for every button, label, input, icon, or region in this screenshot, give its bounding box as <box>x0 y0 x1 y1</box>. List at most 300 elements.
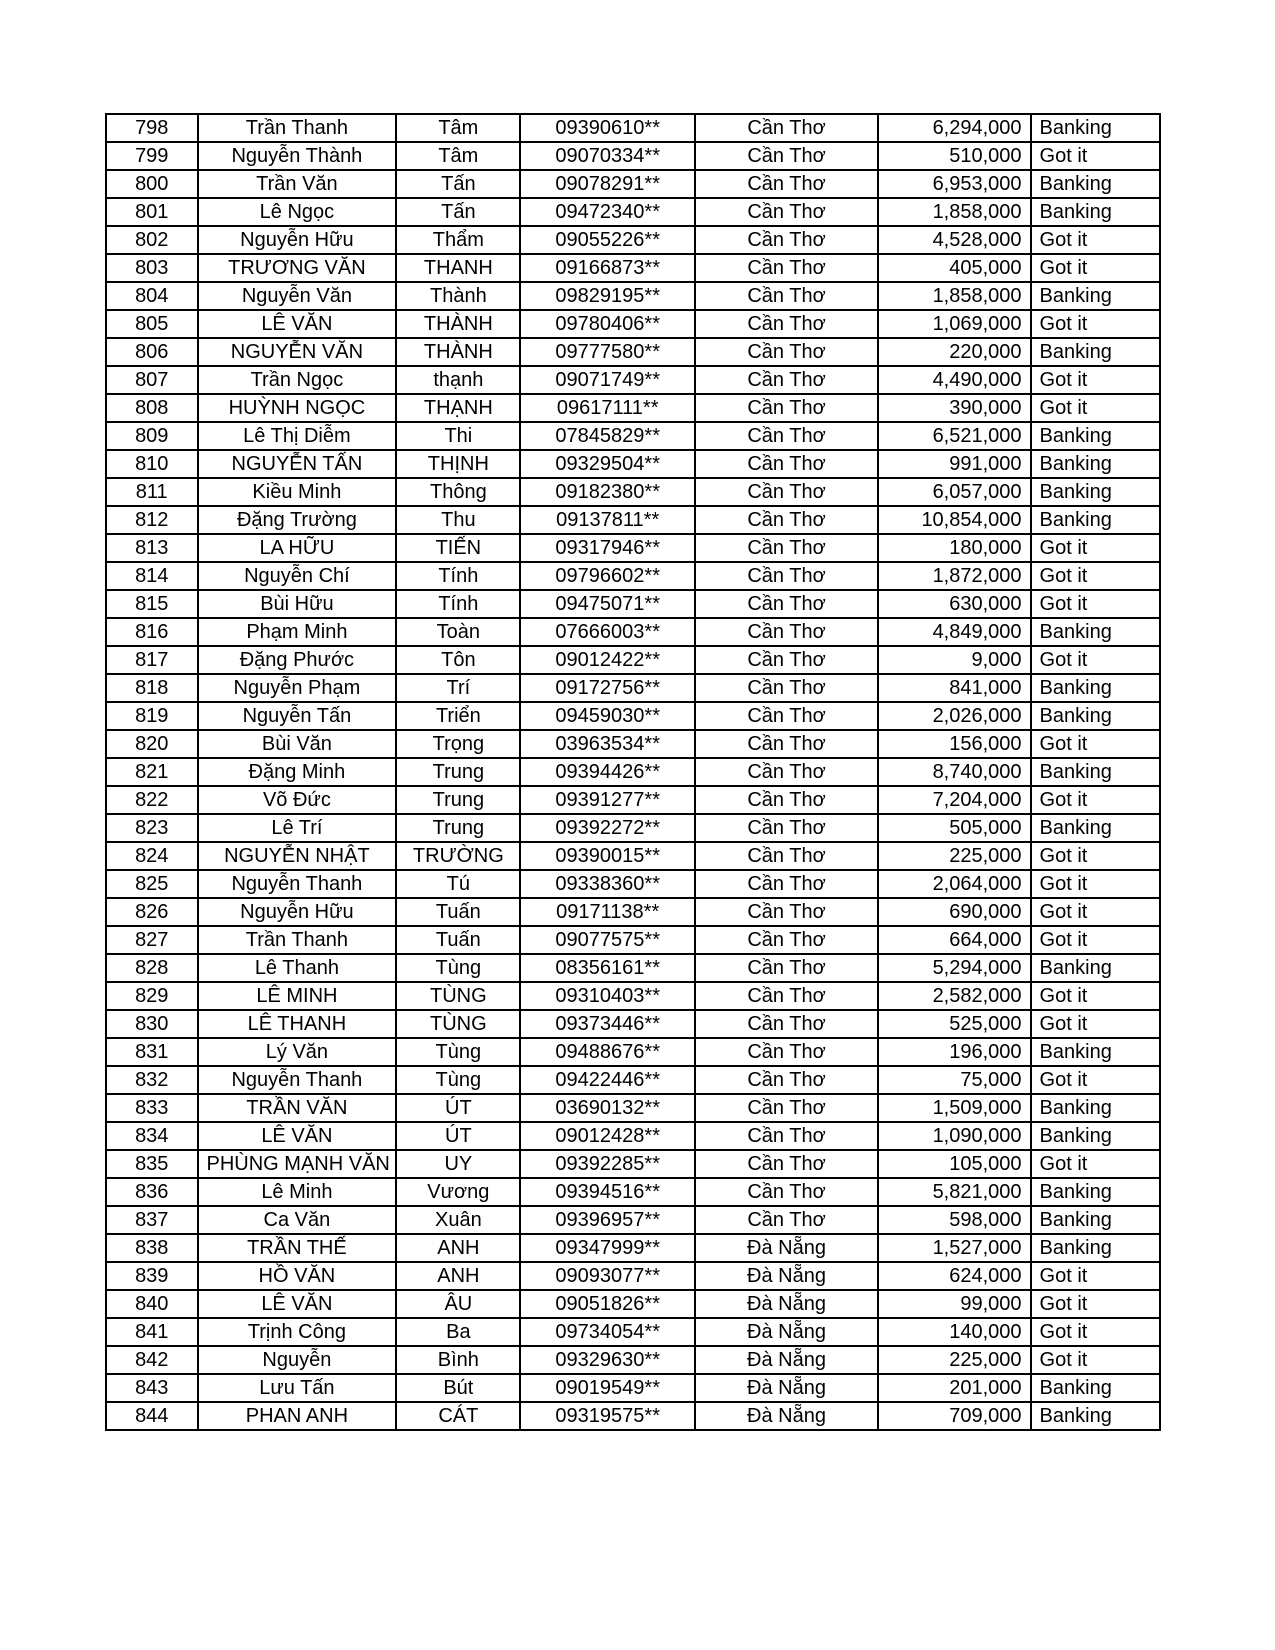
city-cell: Cần Thơ <box>695 422 878 450</box>
phone-cell: 09172756** <box>520 674 695 702</box>
phone-cell: 09392285** <box>520 1150 695 1178</box>
phone-cell: 09459030** <box>520 702 695 730</box>
amount-cell: 2,026,000 <box>878 702 1031 730</box>
table-body <box>106 114 1160 1430</box>
row-number-cell: 816 <box>106 618 198 646</box>
table-row <box>106 1038 1160 1066</box>
first-name-cell: Trung <box>396 786 520 814</box>
last-name-cell: Phạm Minh <box>198 618 397 646</box>
table-row <box>106 618 1160 646</box>
phone-cell: 09617111** <box>520 394 695 422</box>
amount-cell: 841,000 <box>878 674 1031 702</box>
last-name-cell: PHÙNG MẠNH VĂN <box>198 1150 397 1178</box>
amount-cell: 75,000 <box>878 1066 1031 1094</box>
table-row <box>106 254 1160 282</box>
first-name-cell: THANH <box>396 254 520 282</box>
amount-cell: 1,858,000 <box>878 282 1031 310</box>
phone-cell: 09829195** <box>520 282 695 310</box>
method-cell: Got it <box>1031 842 1160 870</box>
table-row <box>106 534 1160 562</box>
method-cell: Got it <box>1031 254 1160 282</box>
row-number-cell: 828 <box>106 954 198 982</box>
method-cell: Banking <box>1031 954 1160 982</box>
city-cell: Cần Thơ <box>695 842 878 870</box>
table-row <box>106 646 1160 674</box>
phone-cell: 09780406** <box>520 310 695 338</box>
first-name-cell: ÚT <box>396 1122 520 1150</box>
method-cell: Banking <box>1031 198 1160 226</box>
row-number-cell: 844 <box>106 1402 198 1430</box>
first-name-cell: Bình <box>396 1346 520 1374</box>
table-row <box>106 282 1160 310</box>
method-cell: Got it <box>1031 1262 1160 1290</box>
phone-cell: 09070334** <box>520 142 695 170</box>
table-row <box>106 1346 1160 1374</box>
last-name-cell: Lê Thanh <box>198 954 397 982</box>
method-cell: Banking <box>1031 114 1160 142</box>
method-cell: Got it <box>1031 590 1160 618</box>
city-cell: Cần Thơ <box>695 758 878 786</box>
method-cell: Got it <box>1031 730 1160 758</box>
phone-cell: 09093077** <box>520 1262 695 1290</box>
row-number-cell: 835 <box>106 1150 198 1178</box>
city-cell: Đà Nẵng <box>695 1290 878 1318</box>
row-number-cell: 801 <box>106 198 198 226</box>
last-name-cell: Lê Trí <box>198 814 397 842</box>
row-number-cell: 830 <box>106 1010 198 1038</box>
last-name-cell: Lê Ngọc <box>198 198 397 226</box>
first-name-cell: THÀNH <box>396 310 520 338</box>
winners-table <box>105 113 1161 1431</box>
last-name-cell: Bùi Hữu <box>198 590 397 618</box>
table-row <box>106 758 1160 786</box>
first-name-cell: Tuấn <box>396 898 520 926</box>
last-name-cell: Trịnh Công <box>198 1318 397 1346</box>
city-cell: Đà Nẵng <box>695 1402 878 1430</box>
city-cell: Cần Thơ <box>695 338 878 366</box>
first-name-cell: Tâm <box>396 114 520 142</box>
first-name-cell: Tuấn <box>396 926 520 954</box>
phone-cell: 09078291** <box>520 170 695 198</box>
table-row <box>106 702 1160 730</box>
row-number-cell: 826 <box>106 898 198 926</box>
first-name-cell: Thông <box>396 478 520 506</box>
amount-cell: 510,000 <box>878 142 1031 170</box>
method-cell: Got it <box>1031 870 1160 898</box>
method-cell: Banking <box>1031 1094 1160 1122</box>
table-row <box>106 870 1160 898</box>
row-number-cell: 810 <box>106 450 198 478</box>
table-row <box>106 422 1160 450</box>
row-number-cell: 841 <box>106 1318 198 1346</box>
method-cell: Banking <box>1031 814 1160 842</box>
first-name-cell: UY <box>396 1150 520 1178</box>
city-cell: Cần Thơ <box>695 618 878 646</box>
last-name-cell: Nguyễn <box>198 1346 397 1374</box>
amount-cell: 9,000 <box>878 646 1031 674</box>
method-cell: Banking <box>1031 338 1160 366</box>
table-row <box>106 114 1160 142</box>
last-name-cell: Nguyễn Hữu <box>198 226 397 254</box>
first-name-cell: Tùng <box>396 1038 520 1066</box>
last-name-cell: Lê Minh <box>198 1178 397 1206</box>
first-name-cell: Tùng <box>396 1066 520 1094</box>
last-name-cell: NGUYỄN VĂN <box>198 338 397 366</box>
table-row <box>106 506 1160 534</box>
row-number-cell: 802 <box>106 226 198 254</box>
amount-cell: 10,854,000 <box>878 506 1031 534</box>
method-cell: Got it <box>1031 1066 1160 1094</box>
first-name-cell: Toàn <box>396 618 520 646</box>
phone-cell: 03963534** <box>520 730 695 758</box>
city-cell: Cần Thơ <box>695 954 878 982</box>
method-cell: Banking <box>1031 1234 1160 1262</box>
city-cell: Cần Thơ <box>695 786 878 814</box>
phone-cell: 07666003** <box>520 618 695 646</box>
method-cell: Got it <box>1031 562 1160 590</box>
last-name-cell: Trần Ngọc <box>198 366 397 394</box>
last-name-cell: NGUYỄN NHẬT <box>198 842 397 870</box>
amount-cell: 196,000 <box>878 1038 1031 1066</box>
phone-cell: 09012428** <box>520 1122 695 1150</box>
phone-cell: 09317946** <box>520 534 695 562</box>
first-name-cell: Trọng <box>396 730 520 758</box>
method-cell: Banking <box>1031 1374 1160 1402</box>
first-name-cell: Trung <box>396 814 520 842</box>
table-row <box>106 1066 1160 1094</box>
row-number-cell: 814 <box>106 562 198 590</box>
city-cell: Đà Nẵng <box>695 1374 878 1402</box>
row-number-cell: 804 <box>106 282 198 310</box>
city-cell: Cần Thơ <box>695 1010 878 1038</box>
amount-cell: 2,064,000 <box>878 870 1031 898</box>
table-row <box>106 1374 1160 1402</box>
first-name-cell: Tấn <box>396 170 520 198</box>
method-cell: Banking <box>1031 282 1160 310</box>
phone-cell: 07845829** <box>520 422 695 450</box>
table-row <box>106 1206 1160 1234</box>
last-name-cell: Nguyễn Thanh <box>198 1066 397 1094</box>
row-number-cell: 834 <box>106 1122 198 1150</box>
last-name-cell: Bùi Văn <box>198 730 397 758</box>
table-row <box>106 1178 1160 1206</box>
method-cell: Got it <box>1031 646 1160 674</box>
row-number-cell: 813 <box>106 534 198 562</box>
amount-cell: 1,069,000 <box>878 310 1031 338</box>
row-number-cell: 807 <box>106 366 198 394</box>
first-name-cell: CÁT <box>396 1402 520 1430</box>
amount-cell: 598,000 <box>878 1206 1031 1234</box>
phone-cell: 09055226** <box>520 226 695 254</box>
phone-cell: 09391277** <box>520 786 695 814</box>
city-cell: Cần Thơ <box>695 1150 878 1178</box>
amount-cell: 201,000 <box>878 1374 1031 1402</box>
first-name-cell: Xuân <box>396 1206 520 1234</box>
amount-cell: 664,000 <box>878 926 1031 954</box>
table-row <box>106 394 1160 422</box>
row-number-cell: 833 <box>106 1094 198 1122</box>
row-number-cell: 819 <box>106 702 198 730</box>
amount-cell: 5,294,000 <box>878 954 1031 982</box>
table-row <box>106 170 1160 198</box>
last-name-cell: Võ Đức <box>198 786 397 814</box>
city-cell: Cần Thơ <box>695 982 878 1010</box>
city-cell: Đà Nẵng <box>695 1318 878 1346</box>
amount-cell: 5,821,000 <box>878 1178 1031 1206</box>
row-number-cell: 837 <box>106 1206 198 1234</box>
table-row <box>106 226 1160 254</box>
city-cell: Cần Thơ <box>695 898 878 926</box>
last-name-cell: Kiều Minh <box>198 478 397 506</box>
last-name-cell: Lý Văn <box>198 1038 397 1066</box>
city-cell: Cần Thơ <box>695 1122 878 1150</box>
city-cell: Đà Nẵng <box>695 1262 878 1290</box>
phone-cell: 09394426** <box>520 758 695 786</box>
table-row <box>106 1318 1160 1346</box>
table-row <box>106 954 1160 982</box>
city-cell: Cần Thơ <box>695 170 878 198</box>
table-row <box>106 366 1160 394</box>
phone-cell: 09347999** <box>520 1234 695 1262</box>
city-cell: Cần Thơ <box>695 1206 878 1234</box>
amount-cell: 225,000 <box>878 1346 1031 1374</box>
last-name-cell: TRẦN VĂN <box>198 1094 397 1122</box>
row-number-cell: 825 <box>106 870 198 898</box>
amount-cell: 709,000 <box>878 1402 1031 1430</box>
table-row <box>106 142 1160 170</box>
method-cell: Got it <box>1031 1010 1160 1038</box>
table-row <box>106 1094 1160 1122</box>
row-number-cell: 803 <box>106 254 198 282</box>
row-number-cell: 811 <box>106 478 198 506</box>
table-row <box>106 1010 1160 1038</box>
city-cell: Cần Thơ <box>695 450 878 478</box>
method-cell: Got it <box>1031 1346 1160 1374</box>
city-cell: Cần Thơ <box>695 1066 878 1094</box>
phone-cell: 09182380** <box>520 478 695 506</box>
phone-cell: 03690132** <box>520 1094 695 1122</box>
table-row <box>106 730 1160 758</box>
last-name-cell: NGUYỄN TẤN <box>198 450 397 478</box>
amount-cell: 6,953,000 <box>878 170 1031 198</box>
last-name-cell: TRƯƠNG VĂN <box>198 254 397 282</box>
row-number-cell: 824 <box>106 842 198 870</box>
phone-cell: 09390015** <box>520 842 695 870</box>
method-cell: Banking <box>1031 702 1160 730</box>
first-name-cell: ANH <box>396 1234 520 1262</box>
first-name-cell: Trung <box>396 758 520 786</box>
phone-cell: 09137811** <box>520 506 695 534</box>
table-row <box>106 814 1160 842</box>
city-cell: Cần Thơ <box>695 926 878 954</box>
last-name-cell: Đặng Trường <box>198 506 397 534</box>
method-cell: Got it <box>1031 1290 1160 1318</box>
method-cell: Banking <box>1031 170 1160 198</box>
row-number-cell: 829 <box>106 982 198 1010</box>
last-name-cell: LÊ THANH <box>198 1010 397 1038</box>
method-cell: Got it <box>1031 898 1160 926</box>
city-cell: Cần Thơ <box>695 254 878 282</box>
table-row <box>106 198 1160 226</box>
table-row <box>106 310 1160 338</box>
row-number-cell: 815 <box>106 590 198 618</box>
row-number-cell: 818 <box>106 674 198 702</box>
phone-cell: 09051826** <box>520 1290 695 1318</box>
amount-cell: 6,294,000 <box>878 114 1031 142</box>
first-name-cell: ANH <box>396 1262 520 1290</box>
city-cell: Cần Thơ <box>695 366 878 394</box>
row-number-cell: 806 <box>106 338 198 366</box>
method-cell: Banking <box>1031 422 1160 450</box>
amount-cell: 690,000 <box>878 898 1031 926</box>
phone-cell: 09796602** <box>520 562 695 590</box>
row-number-cell: 832 <box>106 1066 198 1094</box>
last-name-cell: LÊ MINH <box>198 982 397 1010</box>
method-cell: Banking <box>1031 506 1160 534</box>
first-name-cell: thạnh <box>396 366 520 394</box>
table-row <box>106 898 1160 926</box>
table-row <box>106 926 1160 954</box>
method-cell: Got it <box>1031 1150 1160 1178</box>
table-row <box>106 590 1160 618</box>
amount-cell: 630,000 <box>878 590 1031 618</box>
method-cell: Banking <box>1031 478 1160 506</box>
first-name-cell: Thu <box>396 506 520 534</box>
last-name-cell: Ca Văn <box>198 1206 397 1234</box>
city-cell: Cần Thơ <box>695 282 878 310</box>
table-row <box>106 674 1160 702</box>
phone-cell: 09390610** <box>520 114 695 142</box>
last-name-cell: LÊ VĂN <box>198 310 397 338</box>
table-row <box>106 842 1160 870</box>
method-cell: Got it <box>1031 226 1160 254</box>
first-name-cell: Tâm <box>396 142 520 170</box>
table-row <box>106 1150 1160 1178</box>
method-cell: Banking <box>1031 1038 1160 1066</box>
method-cell: Got it <box>1031 142 1160 170</box>
row-number-cell: 831 <box>106 1038 198 1066</box>
first-name-cell: Tính <box>396 562 520 590</box>
city-cell: Cần Thơ <box>695 310 878 338</box>
first-name-cell: Thi <box>396 422 520 450</box>
phone-cell: 09373446** <box>520 1010 695 1038</box>
first-name-cell: Tôn <box>396 646 520 674</box>
phone-cell: 09077575** <box>520 926 695 954</box>
city-cell: Cần Thơ <box>695 1178 878 1206</box>
city-cell: Cần Thơ <box>695 1094 878 1122</box>
last-name-cell: Nguyễn Tấn <box>198 702 397 730</box>
last-name-cell: Nguyễn Hữu <box>198 898 397 926</box>
first-name-cell: THỊNH <box>396 450 520 478</box>
city-cell: Đà Nẵng <box>695 1346 878 1374</box>
phone-cell: 09338360** <box>520 870 695 898</box>
method-cell: Got it <box>1031 1318 1160 1346</box>
amount-cell: 156,000 <box>878 730 1031 758</box>
city-cell: Cần Thơ <box>695 478 878 506</box>
row-number-cell: 805 <box>106 310 198 338</box>
first-name-cell: Tấn <box>396 198 520 226</box>
table-row <box>106 338 1160 366</box>
city-cell: Cần Thơ <box>695 562 878 590</box>
method-cell: Got it <box>1031 394 1160 422</box>
last-name-cell: Trần Thanh <box>198 114 397 142</box>
method-cell: Banking <box>1031 1402 1160 1430</box>
last-name-cell: Nguyễn Chí <box>198 562 397 590</box>
amount-cell: 624,000 <box>878 1262 1031 1290</box>
amount-cell: 6,057,000 <box>878 478 1031 506</box>
phone-cell: 09329504** <box>520 450 695 478</box>
city-cell: Cần Thơ <box>695 114 878 142</box>
first-name-cell: TÙNG <box>396 982 520 1010</box>
method-cell: Banking <box>1031 1122 1160 1150</box>
last-name-cell: Trần Văn <box>198 170 397 198</box>
last-name-cell: LA HỮU <box>198 534 397 562</box>
city-cell: Cần Thơ <box>695 730 878 758</box>
amount-cell: 4,490,000 <box>878 366 1031 394</box>
phone-cell: 09319575** <box>520 1402 695 1430</box>
amount-cell: 1,509,000 <box>878 1094 1031 1122</box>
amount-cell: 525,000 <box>878 1010 1031 1038</box>
phone-cell: 09488676** <box>520 1038 695 1066</box>
row-number-cell: 842 <box>106 1346 198 1374</box>
amount-cell: 220,000 <box>878 338 1031 366</box>
first-name-cell: THẠNH <box>396 394 520 422</box>
phone-cell: 09392272** <box>520 814 695 842</box>
row-number-cell: 821 <box>106 758 198 786</box>
city-cell: Cần Thơ <box>695 870 878 898</box>
first-name-cell: Vương <box>396 1178 520 1206</box>
phone-cell: 09012422** <box>520 646 695 674</box>
last-name-cell: Nguyễn Phạm <box>198 674 397 702</box>
city-cell: Cần Thơ <box>695 394 878 422</box>
amount-cell: 4,528,000 <box>878 226 1031 254</box>
row-number-cell: 840 <box>106 1290 198 1318</box>
amount-cell: 1,527,000 <box>878 1234 1031 1262</box>
row-number-cell: 799 <box>106 142 198 170</box>
table-row <box>106 478 1160 506</box>
last-name-cell: Trần Thanh <box>198 926 397 954</box>
method-cell: Banking <box>1031 1178 1160 1206</box>
phone-cell: 09329630** <box>520 1346 695 1374</box>
city-cell: Cần Thơ <box>695 646 878 674</box>
last-name-cell: Nguyễn Văn <box>198 282 397 310</box>
first-name-cell: Thẩm <box>396 226 520 254</box>
table-row <box>106 982 1160 1010</box>
method-cell: Got it <box>1031 786 1160 814</box>
table-row <box>106 1262 1160 1290</box>
method-cell: Got it <box>1031 534 1160 562</box>
city-cell: Cần Thơ <box>695 674 878 702</box>
first-name-cell: TIẾN <box>396 534 520 562</box>
city-cell: Đà Nẵng <box>695 1234 878 1262</box>
method-cell: Got it <box>1031 310 1160 338</box>
phone-cell: 09394516** <box>520 1178 695 1206</box>
amount-cell: 405,000 <box>878 254 1031 282</box>
row-number-cell: 843 <box>106 1374 198 1402</box>
last-name-cell: HỒ VĂN <box>198 1262 397 1290</box>
method-cell: Banking <box>1031 674 1160 702</box>
amount-cell: 225,000 <box>878 842 1031 870</box>
amount-cell: 1,872,000 <box>878 562 1031 590</box>
amount-cell: 2,582,000 <box>878 982 1031 1010</box>
row-number-cell: 827 <box>106 926 198 954</box>
first-name-cell: Bút <box>396 1374 520 1402</box>
phone-cell: 09396957** <box>520 1206 695 1234</box>
table-row <box>106 786 1160 814</box>
row-number-cell: 820 <box>106 730 198 758</box>
row-number-cell: 808 <box>106 394 198 422</box>
row-number-cell: 836 <box>106 1178 198 1206</box>
